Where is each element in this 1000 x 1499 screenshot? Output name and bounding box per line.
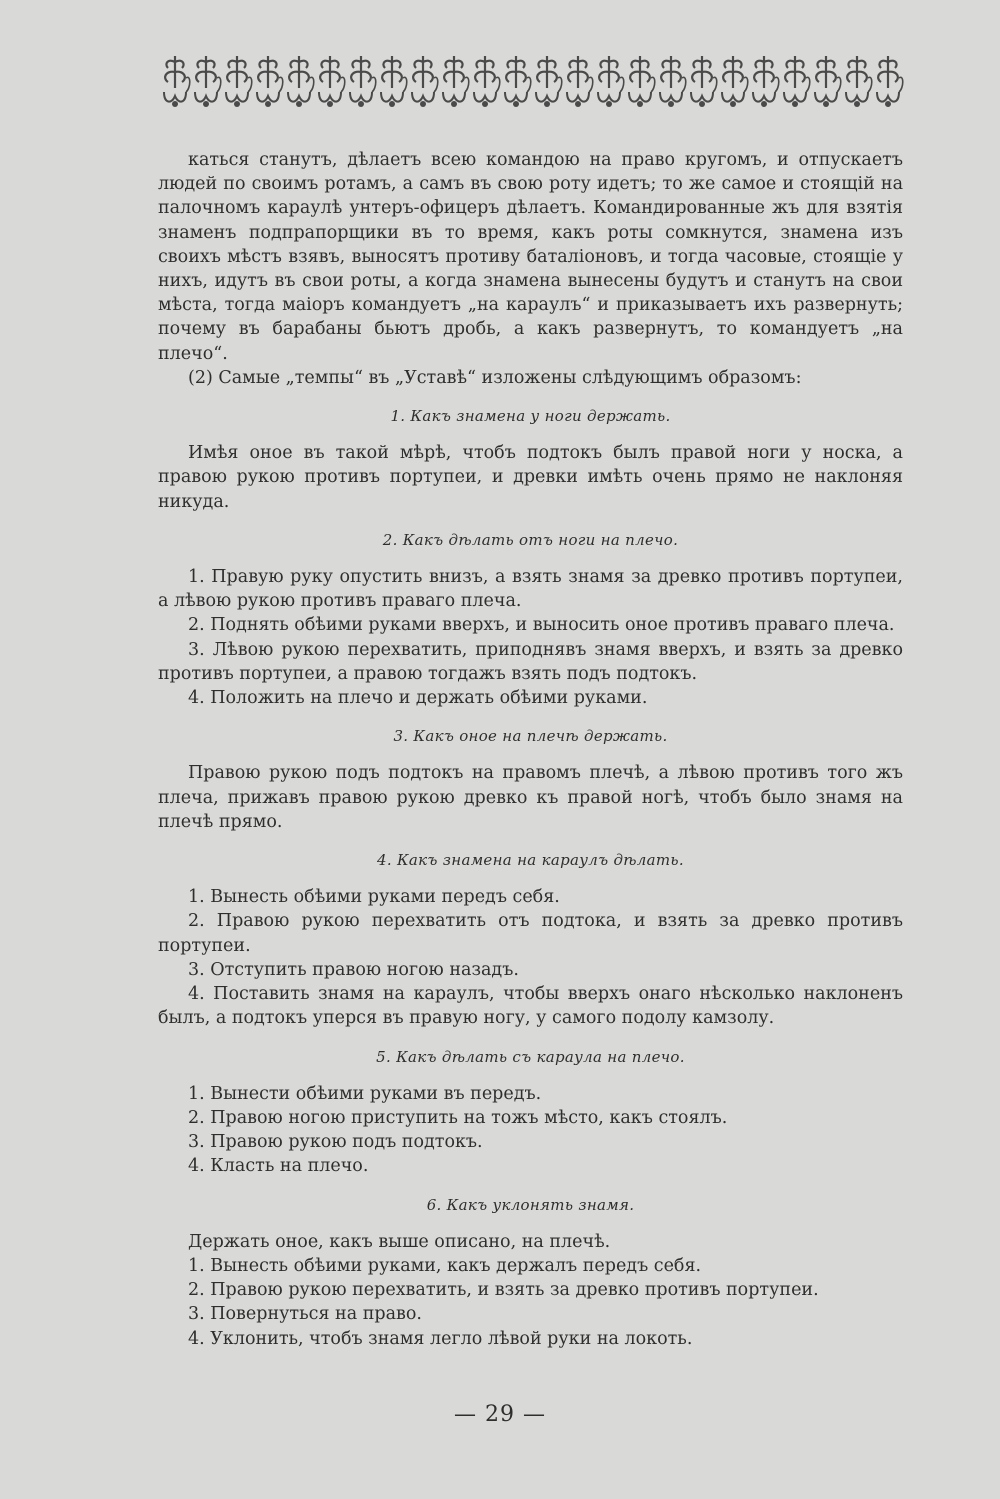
ornament-motif [257,56,283,107]
list-item: 3. Повернуться на право. [188,1304,422,1325]
list-item: 3. Отступить правою ногою назадъ. [188,959,519,980]
section-heading: 5. Какъ дѣлать съ караула на плечо. [376,1047,685,1066]
ornament-motif [288,56,314,107]
ornament-motif [846,56,872,107]
ornament-motif [412,56,438,107]
list-item: Держать оное, какъ выше описано, на плечѣ. [188,1231,611,1252]
ornament-motif [598,56,624,107]
list-item: 4. Класть на плечо. [188,1156,369,1177]
list-item: 3. Правою рукою подъ подтокъ. [188,1132,483,1153]
ornament-motif [536,56,562,107]
section-heading: 1. Какъ знамена у ноги держать. [390,407,671,426]
list-item: 1. Правую руку опустить внизъ, а взять знамя за древко противъ портупеи, а лѣвою рукою противъ праваго плеча. [158,567,903,612]
list-item: 2. Правою рукою перехватить отъ подтока, и взять за древко противъ портупеи. [158,911,903,956]
ornament-motif [660,56,686,107]
list-item: 3. Лѣвою рукою перехватить, приподнявъ знамя вверхъ, и взять за древко противъ портупеи, а правою тогдажъ взять подъ подтокъ. [158,639,903,684]
section-heading: 3. Какъ оное на плечѣ держать. [393,727,668,746]
list-item: 1. Вынести обѣими руками въ передъ. [188,1083,542,1104]
ornament-motif [381,56,407,107]
list-item: 2. Правою рукою перехватить, и взять за древко противъ портупеи. [188,1280,819,1301]
list-item: 2. Правою ногою приступить на тожъ мѣсто, какъ стоялъ. [188,1107,728,1128]
ornament-motif [226,56,252,107]
section-body: Правою рукою подъ подтокъ на правомъ плечѣ, а лѣвою противъ того жъ плеча, прижавъ правою рукою древко къ правой ногѣ, чтобъ было знамя на плечѣ прямо. [158,763,903,832]
ornament-motif [474,56,500,107]
intro-paragraph: каться станутъ, дѣлаетъ всею командою на право кругомъ, и отпускаетъ людей по своимъ ротамъ, а самъ въ свою роту идетъ; то же самое и стоящій на палочномъ караулѣ унтеръ-офицеръ дѣлаетъ. Командированные жъ для взятія знаменъ подпрапорщики въ то время, какъ роты сомкнутся, знамена изъ своихъ мѣстъ взявъ, выносятъ противу баталіоновъ, и тогда часовые, стоящіе у нихъ, идутъ въ свои роты, а когда знамена вынесены будутъ и станутъ на свои мѣста, тогда маіоръ командуетъ „на караулъ“ и приказываетъ ихъ развернуть; почему въ барабаны бьютъ дробь, а какъ развернутъ, то командуетъ „на плечо“. [158,150,903,364]
list-item: 1. Вынесть обѣими руками передъ себя. [188,887,560,908]
ornament-motif [753,56,779,107]
list-item: 4. Поставить знамя на караулъ, чтобы вверхъ онаго нѣсколько наклоненъ былъ, а подтокъ уперся въ правую ногу, у самого подолу камзолу. [158,984,903,1029]
list-item: 4. Положить на плечо и держать обѣими руками. [188,688,648,709]
ornament-motif [877,56,903,107]
ornament-motif [164,56,190,107]
ornament-motif [505,56,531,107]
list-item: 4. Уклонить, чтобъ знамя легло лѣвой руки на локоть. [188,1328,693,1349]
list-item: 1. Вынесть обѣими руками, какъ держалъ передъ себя. [188,1255,702,1276]
ornament-motif [567,56,593,107]
ornament-motif [319,56,345,107]
ornament-motif [195,56,221,107]
section-heading: 2. Какъ дѣлать отъ ноги на плечо. [382,530,679,549]
section-body: Имѣя оное въ такой мѣрѣ, чтобъ подтокъ былъ правой ноги у носка, а правою рукою противъ портупеи, и древки имѣть очень прямо не наклоняя никуда. [158,443,903,512]
list-item: 2. Поднять обѣими руками вверхъ, и выносить оное противъ праваго плеча. [188,615,895,636]
section-heading: 4. Какъ знамена на караулъ дѣлать. [377,851,684,870]
ornamental-header-band [160,48,905,114]
ornament-motif [443,56,469,107]
page-number: — 29 — [454,1402,546,1427]
page-text [158,148,903,1351]
section-heading: 6. Какъ уклонять знамя. [426,1195,635,1214]
ornament-motif [691,56,717,107]
ornament-motif [629,56,655,107]
ornament-motif [784,56,810,107]
ornament-motif [815,56,841,107]
ornament-motif [722,56,748,107]
intro-sentence: (2) Самые „темпы“ въ „Уставѣ“ изложены слѣдующимъ образомъ: [188,367,802,388]
ornament-motif [350,56,376,107]
